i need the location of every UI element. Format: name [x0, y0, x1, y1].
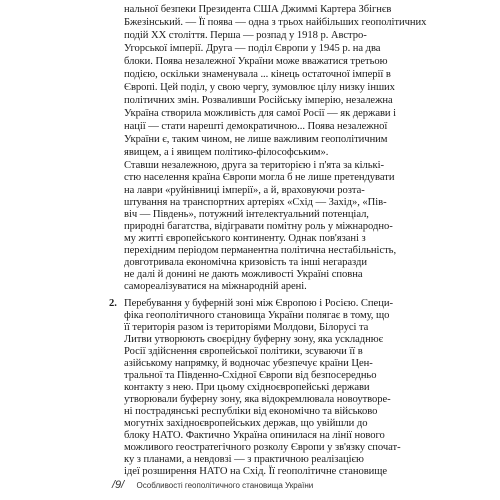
text-line: подій XX століття. Перша — розпад у 1918 р. Австро-: [124, 30, 367, 41]
text-line: перехідним періодом перманентна політична нестабільність,: [124, 245, 397, 256]
text-line: блоку НАТО. Фактично Україна опинилася на лінії нового: [124, 430, 385, 441]
text-line: самореалізуватися на міжнародній арені.: [124, 281, 307, 292]
text-line: Європі. Цей поділ, у свою чергу, зумовлює цілу низку інших: [124, 82, 395, 93]
text-line: її територія разом із територіями Молдови, Білорусі та: [124, 322, 369, 333]
text-line: явищем, а і явищем політико-філософським».: [124, 147, 329, 158]
text-line: довготривала економічна кризовість та інші негаразди: [124, 257, 367, 268]
text-line: ку з планами, а невдовзі — з практичною реалізацією: [124, 454, 364, 465]
text-line: Росії здійснення європейської політики, зсуваючи її в: [124, 346, 363, 357]
text-line: нальної безпеки Президента США Джиммі Картера Збігнєв: [124, 4, 392, 15]
text-line: стю населення країна Європи могла б не лише претендувати: [124, 172, 395, 183]
text-line: нації — стати нарешті демократичною... Поява незалежної: [124, 121, 388, 132]
text-line: Угорської імперії. Друга — поділ Європи у 1945 р. на два: [124, 43, 381, 54]
text-line: тральної та Південно-Східної Європи від безпосередньо: [124, 370, 377, 381]
text-line: Ставши незалежною, друга за територією і п'ята за кількі-: [124, 160, 385, 171]
text-line: контакту з нею. При цьому східноєвропейські держави: [124, 382, 370, 393]
page-footer: [112, 479, 432, 491]
text-line: утворювали буферну зону, яка відокремлювала новоутворе-: [124, 394, 391, 405]
text-line: му житті європейського континенту. Однак пов'язані з: [124, 233, 366, 244]
text-line: ні пострадянські республіки від економічно та військово: [124, 406, 378, 417]
text-line: не далі й донині не дають можливості Україні сповна: [124, 269, 363, 280]
text-line: азійському напрямку, й водночас убезпечує країни Цен-: [124, 358, 373, 369]
text-line: політичних змін. Розваливши Російську імперію, незалежна: [124, 95, 393, 106]
text-line: ідеї розширення НАТО на Схід. Її геополітичне становище: [124, 466, 388, 477]
text-line: Бжезінський. — Її поява — одна з трьох найбільших геополітичних: [124, 17, 427, 28]
text-line: на лаври «руйнівниці імперії», а й, враховуючи розта-: [124, 185, 365, 196]
text-line: України є, таким чином, не лише важливим геополітичним: [124, 134, 388, 145]
text-line: фіка геополітичного становища України полягає в тому, що: [124, 310, 390, 321]
text-line: могутніх західноєвропейських держав, що увійшли до: [124, 418, 368, 429]
text-line: блоки. Поява незалежної України може вважатися третьою: [124, 56, 388, 67]
running-title: Особливості геополітичного становища України: [136, 481, 314, 490]
page-number: /9/: [112, 479, 125, 491]
text-line: Україна створила можливість для самої Росії — як держави і: [124, 108, 397, 119]
text-line: подією, оскільки знаменувала ... кінець остаточної імперії в: [124, 69, 391, 80]
text-line: Перебування у буферній зоні між Європою і Росією. Специ-: [124, 298, 393, 309]
text-line: штування на транспортних артеріях «Схід — Захід», «Пів-: [124, 197, 387, 208]
text-line: можливого геостратегічного розколу Європи у зв'язку спочат-: [124, 442, 401, 453]
text-line: віч — Південь», потужний інтелектуальний потенціал,: [124, 209, 369, 220]
text-line: природні багатства, відігравати помітну роль у міжнародно-: [124, 221, 393, 232]
section-2-number: 2.: [109, 298, 117, 309]
text-line: Литви утворюють своєрідну буферну зону, яка ускладнює: [124, 334, 384, 345]
